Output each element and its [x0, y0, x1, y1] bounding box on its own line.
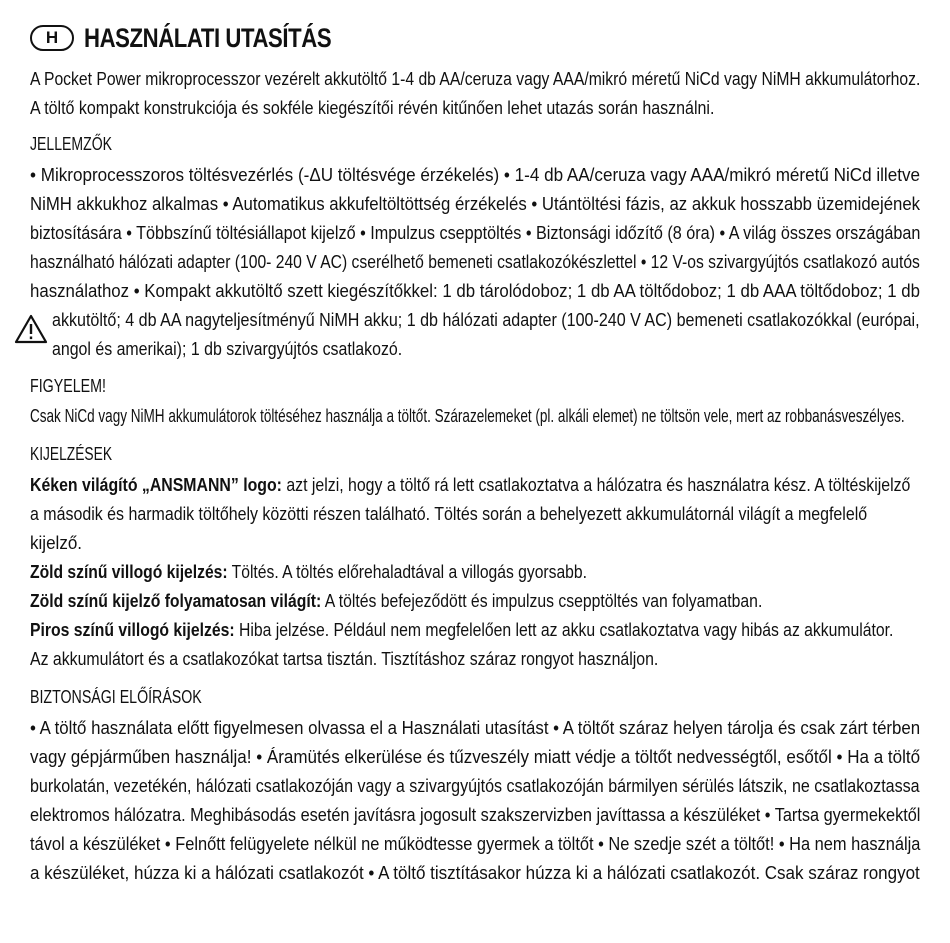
features-line-1: • Mikroprocesszoros töltésvezérlés (-ΔU töltésvége érzékelés) • 1-4 db AA/ceruza vagy AAA/mikró méretű NiCd illetve	[30, 165, 920, 185]
intro-line-2: A töltő kompakt konstrukciója és sokféle kiegészítői révén kitűnően lehet utazás során használni.	[30, 98, 715, 118]
warning-triangle-icon	[14, 314, 48, 344]
indicator-green-blink-text: Töltés. A töltés előrehaladtával a villogás gyorsabb.	[227, 562, 587, 582]
indicator-blue-label: Kéken világító „ANSMANN” logo:	[30, 475, 282, 495]
manual-page	[30, 18, 921, 883]
indicators-heading: KIJELZÉSEK	[30, 444, 113, 464]
warning-heading: FIGYELEM!	[30, 376, 107, 396]
safety-line-3: burkolatán, vezetékén, hálózati csatlakozóján vagy a szivargyújtós csatlakozóján bármilyen sérülés látszik, ne csatlakoztassa	[30, 776, 920, 796]
safety-line-1: • A töltő használata előtt figyelmesen olvassa el a Használati utasítást • A töltőt száraz helyen tárolja és csak zárt térben	[30, 718, 921, 738]
features-line-4: használható hálózati adapter (100- 240 V AC) cserélhető bemeneti csatlakozókészlettel • 12 V-os szivargyújtós csatlakozó autós	[30, 252, 920, 272]
indicator-blue-line-3: kijelző.	[30, 533, 83, 553]
features-line-2: NiMH akkukhoz alkalmas • Automatikus akkufeltöltöttség érzékelés • Utántöltési fázis, az akkuk hosszabb üzemidejének	[30, 194, 921, 214]
safety-line-4: elektromos hálózatra. Meghibásodás esetén javításra jogosult szakszervizben javíttassa a készüléket • Tartsa gyermekektől	[30, 805, 921, 825]
indicator-green-steady-label: Zöld színű kijelző folyamatosan világít:	[30, 591, 322, 611]
indicator-green-steady-text: A töltés befejeződött és impulzus csepptöltés van folyamatban.	[321, 591, 763, 611]
indicator-blue-text: azt jelzi, hogy a töltő rá lett csatlakoztatva a hálózatra és használatra kész. A töltéskijelző	[281, 475, 911, 495]
features-line-6: akkutöltő; 4 db AA nagyteljesítményű NiMH akku; 1 db hálózati adapter (100-240 V AC) bemeneti csatlakozókkal (európai,	[52, 310, 920, 330]
intro-line-1: A Pocket Power mikroprocesszor vezérelt akkutöltő 1-4 db AA/ceruza vagy AAA/mikró méretű NiCd vagy NiMH akkumulátorhoz.	[30, 69, 921, 89]
indicator-green-blink	[30, 561, 587, 583]
indicator-red	[30, 619, 893, 641]
safety-line-5: távol a készüléket • Felnőtt felügyelete nélkül ne működtesse gyermek a töltőt • Ne szedje szét a töltőt! • Ha nem használja	[30, 834, 921, 854]
warning-text: Csak NiCd vagy NiMH akkumulátorok töltéséhez használja a töltőt. Szárazelemeket (pl. alkáli elemet) ne töltsön vele, mert az robbanásveszélyes.	[30, 406, 905, 426]
language-badge: H	[30, 25, 74, 51]
indicator-green-steady	[30, 590, 762, 612]
features-line-5: használathoz • Kompakt akkutöltő szett kiegészítőkkel: 1 db tárolódoboz; 1 db AA töltődoboz; 1 db AAA töltődoboz; 1 db	[30, 281, 920, 301]
safety-line-6: a készüléket, húzza ki a hálózati csatlakozót • A töltő tisztításakor húzza ki a hálózati csatlakozót. Csak száraz rongyot	[30, 863, 920, 883]
cleaning-note: Az akkumulátort és a csatlakozókat tartsa tisztán. Tisztításhoz száraz rongyot használjon.	[30, 649, 659, 669]
safety-heading: BIZTONSÁGI ELŐÍRÁSOK	[30, 687, 202, 707]
indicator-blue-line-1	[30, 474, 910, 496]
features-heading: JELLEMZŐK	[30, 134, 113, 154]
page-title: HASZNÁLATI UTASÍTÁS	[84, 22, 332, 53]
indicator-green-blink-label: Zöld színű villogó kijelzés:	[30, 562, 228, 582]
features-line-7: angol és amerikai); 1 db szivargyújtós csatlakozó.	[52, 339, 403, 359]
indicator-red-label: Piros színű villogó kijelzés:	[30, 620, 235, 640]
indicator-red-text: Hiba jelzése. Például nem megfelelően lett az akku csatlakoztatva vagy hibás az akkumulátor.	[234, 620, 894, 640]
indicator-blue-line-2: a második és harmadik töltőhely közötti részen található. Töltés során a behelyezett akkumulátornál világít a megfelelő	[30, 504, 868, 524]
features-line-3: biztosítására • Többszínű töltésiállapot kijelző • Impulzus csepptöltés • Biztonsági időzítő (8 óra) • A világ összes országában	[30, 223, 921, 243]
safety-line-2: vagy gépjárműben használja! • Áramütés elkerülése és tűzveszély miatt védje a töltőt nedvességtől, esőtől • Ha a töltő	[30, 747, 921, 767]
page-header	[30, 18, 920, 58]
